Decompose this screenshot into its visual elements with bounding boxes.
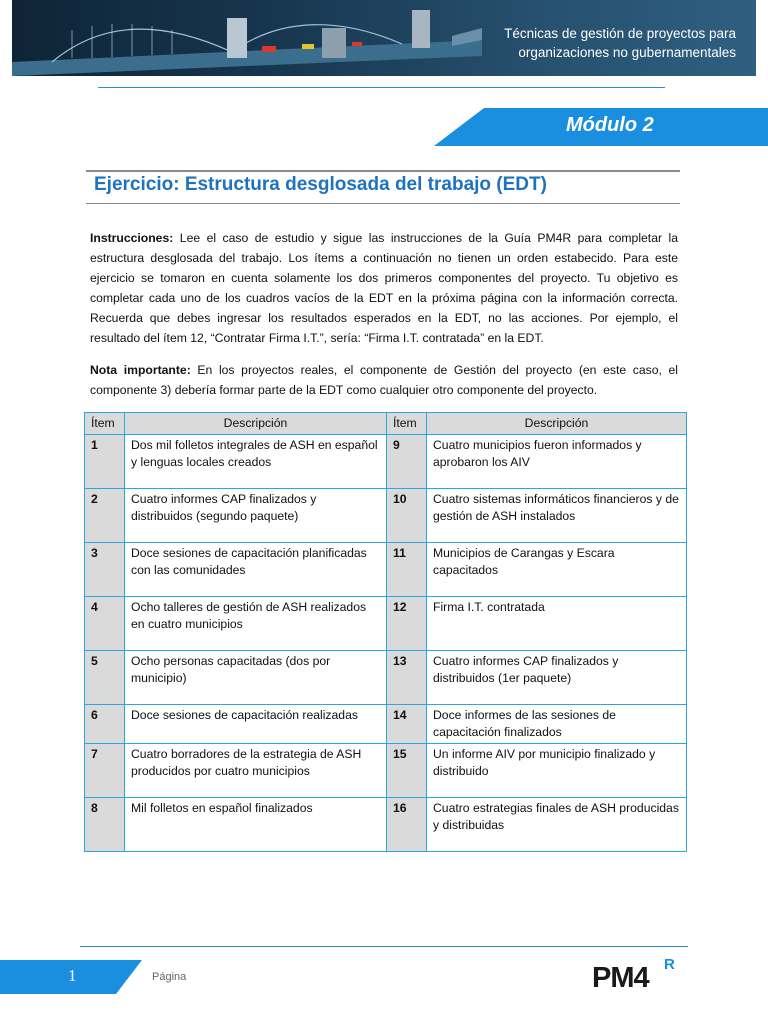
table-row	[85, 705, 687, 744]
item-description: Doce sesiones de capacitación planificadas con las comunidades	[125, 543, 387, 597]
item-number: 4	[85, 597, 125, 651]
item-number: 3	[85, 543, 125, 597]
item-description: Cuatro sistemas informáticos financieros y de gestión de ASH instalados	[427, 489, 687, 543]
item-number: 10	[387, 489, 427, 543]
item-number: 12	[387, 597, 427, 651]
item-number: 14	[387, 705, 427, 744]
item-number: 1	[85, 435, 125, 489]
item-description: Cuatro estrategias finales de ASH producidas y distribuidas	[427, 798, 687, 852]
logo-text: PM4	[592, 962, 649, 994]
item-description: Cuatro municipios fueron informados y aprobaron los AIV	[427, 435, 687, 489]
table-row	[85, 744, 687, 798]
header-description-left: Descripción	[125, 413, 387, 435]
item-description: Firma I.T. contratada	[427, 597, 687, 651]
note-text: En los proyectos reales, el componente de Gestión del proyecto (en este caso, el componente 3) debería formar parte de la EDT como cualquier otro componente del proyecto.	[90, 363, 679, 397]
item-description: Cuatro borradores de la estrategia de ASH producidos por cuatro municipios	[125, 744, 387, 798]
item-number: 16	[387, 798, 427, 852]
pm4r-logo	[592, 956, 692, 996]
table-row	[85, 435, 687, 489]
footer-rule	[80, 946, 688, 947]
page-label: Página	[152, 971, 187, 983]
item-number: 13	[387, 651, 427, 705]
item-number: 5	[85, 651, 125, 705]
item-number: 2	[85, 489, 125, 543]
item-description: Un informe AIV por municipio finalizado y distribuido	[427, 744, 687, 798]
banner-title	[436, 24, 736, 62]
table-row	[85, 651, 687, 705]
item-number: 15	[387, 744, 427, 798]
banner-title-line1: Técnicas de gestión de proyectos para	[504, 26, 736, 41]
item-description: Ocho personas capacitadas (dos por municipio)	[125, 651, 387, 705]
item-description: Municipios de Carangas y Escara capacitados	[427, 543, 687, 597]
item-description: Cuatro informes CAP finalizados y distribuidos (segundo paquete)	[125, 489, 387, 543]
item-description: Ocho talleres de gestión de ASH realizados en cuatro municipios	[125, 597, 387, 651]
header-item-left: Ítem	[85, 413, 125, 435]
table-row	[85, 543, 687, 597]
header-description-right: Descripción	[427, 413, 687, 435]
header-rule	[98, 87, 665, 88]
item-number: 7	[85, 744, 125, 798]
instructions-label: Instrucciones:	[90, 231, 174, 245]
page-number: 1	[68, 966, 77, 985]
item-number: 11	[387, 543, 427, 597]
item-number: 8	[85, 798, 125, 852]
item-description: Cuatro informes CAP finalizados y distribuidos (1er paquete)	[427, 651, 687, 705]
item-description: Doce sesiones de capacitación realizadas	[125, 705, 387, 744]
header-item-right: Ítem	[387, 413, 427, 435]
logo-superscript: R	[664, 956, 675, 973]
item-number: 6	[85, 705, 125, 744]
item-description: Doce informes de las sesiones de capacitación finalizados	[427, 705, 687, 744]
header-banner	[12, 0, 756, 76]
item-number: 9	[387, 435, 427, 489]
items-table	[84, 412, 687, 852]
item-description: Mil folletos en español finalizados	[125, 798, 387, 852]
heading-top-rule	[86, 170, 680, 172]
page-title: Ejercicio: Estructura desglosada del trabajo (EDT)	[94, 174, 547, 195]
table-header-row	[85, 413, 687, 435]
note-label: Nota importante:	[90, 363, 191, 377]
banner-title-line2: organizaciones no gubernamentales	[518, 45, 736, 60]
module-label: Módulo 2	[566, 114, 654, 136]
table-row	[85, 597, 687, 651]
heading-bottom-rule	[86, 203, 680, 204]
table-row	[85, 798, 687, 852]
instructions-paragraph	[90, 228, 678, 348]
note-paragraph	[90, 360, 678, 400]
table-row	[85, 489, 687, 543]
instructions-text: Lee el caso de estudio y sigue las instrucciones de la Guía PM4R para completar la estructura desglosada del trabajo. Los ítems a continuación no tienen un orden estabecido. Para este ejercicio se tomaron en cuenta solamente los dos primeros componentes del proyecto. Tu objetivo es completar cada uno de los cuadros vacíos de la EDT en la próxima página con la información correcta. Recuerda que debes ingresar los resultados esperados en la EDT, no las acciones. Por ejemplo, el resultado del ítem 12, “Contratar Firma I.T.”, sería: “Firma I.T. contratada” en la EDT.	[90, 231, 678, 345]
item-description: Dos mil folletos integrales de ASH en español y lenguas locales creados	[125, 435, 387, 489]
